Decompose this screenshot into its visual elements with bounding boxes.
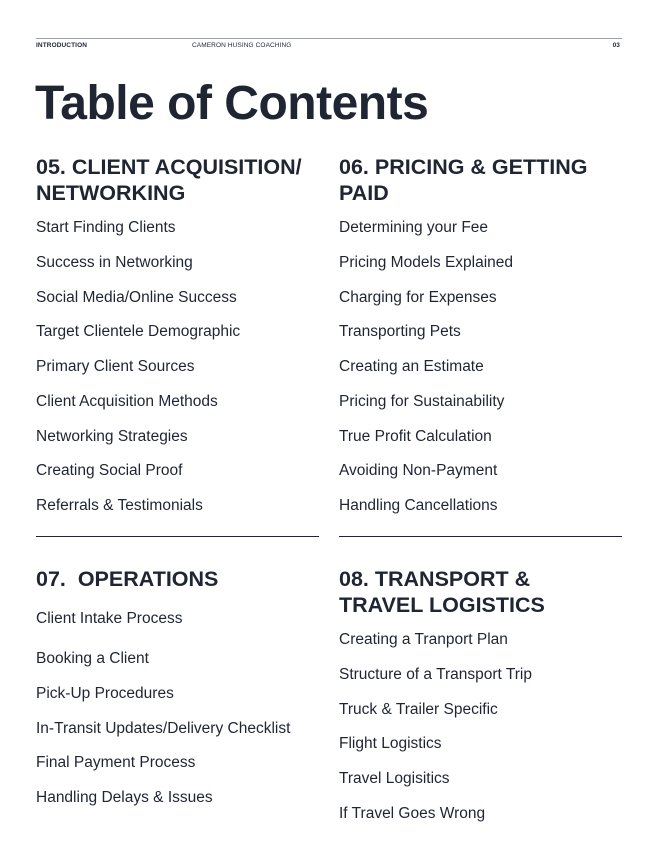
page-title: Table of Contents xyxy=(35,77,429,130)
toc-item[interactable]: Pricing Models Explained xyxy=(339,253,514,271)
toc-item[interactable]: Pricing for Sustainability xyxy=(339,392,505,410)
section-heading-line: 05. CLIENT ACQUISITION/ xyxy=(36,155,302,179)
toc-section-08 xyxy=(339,566,622,839)
header-section-label: INTRODUCTION xyxy=(36,42,88,49)
toc-item[interactable]: Handling Delays & Issues xyxy=(36,789,213,806)
toc-item[interactable]: Truck & Trailer Specific xyxy=(339,700,498,718)
toc-item[interactable]: Referrals & Testimonials xyxy=(36,497,203,514)
section-heading xyxy=(339,566,622,618)
toc-item[interactable]: True Profit Calculation xyxy=(339,427,492,445)
toc-section-07 xyxy=(36,566,319,823)
section-heading-line: 06. PRICING & GETTING xyxy=(339,155,588,179)
toc-item[interactable]: Charging for Expenses xyxy=(339,288,497,306)
toc-item[interactable]: Avoiding Non-Payment xyxy=(339,462,498,480)
toc-item[interactable]: If Travel Goes Wrong xyxy=(339,804,486,822)
toc-item[interactable]: Final Payment Process xyxy=(36,754,196,772)
toc-item[interactable]: Creating an Estimate xyxy=(339,358,484,375)
page-header xyxy=(36,38,622,55)
section-heading-line: NETWORKING xyxy=(36,181,186,205)
toc-item[interactable]: Booking a Client xyxy=(36,650,149,667)
toc-item[interactable]: Travel Logisitics xyxy=(339,770,450,787)
toc-item[interactable]: Creating a Tranport Plan xyxy=(339,631,508,648)
toc-item[interactable]: Determining your Fee xyxy=(339,219,489,236)
toc-item[interactable]: Structure of a Transport Trip xyxy=(339,665,532,683)
toc-item[interactable]: In-Transit Updates/Delivery Checklist xyxy=(36,719,291,737)
toc-list xyxy=(36,609,319,808)
toc-item[interactable]: Success in Networking xyxy=(36,253,193,271)
section-heading-line: TRAVEL LOGISTICS xyxy=(339,593,545,617)
toc-item[interactable]: Primary Client Sources xyxy=(36,358,195,375)
section-heading-line: PAID xyxy=(339,181,389,205)
toc-item[interactable]: Networking Strategies xyxy=(36,427,188,445)
toc-list xyxy=(339,630,622,824)
section-heading xyxy=(36,154,319,206)
toc-item[interactable]: Handling Cancellations xyxy=(339,497,498,514)
toc-item[interactable]: Creating Social Proof xyxy=(36,462,183,480)
toc-item[interactable]: Client Intake Process xyxy=(36,610,183,627)
page-number: 03 xyxy=(612,42,620,49)
section-heading xyxy=(339,154,622,206)
toc-item[interactable]: Start Finding Clients xyxy=(36,219,176,236)
section-heading xyxy=(36,566,319,592)
toc-item[interactable]: Flight Logistics xyxy=(339,735,442,753)
toc-list xyxy=(339,218,622,516)
toc-item[interactable]: Pick-Up Procedures xyxy=(36,684,174,702)
toc-item[interactable]: Social Media/Online Success xyxy=(36,288,237,306)
section-heading-line: 07. OPERATIONS xyxy=(36,567,219,591)
section-divider-left xyxy=(36,536,319,537)
toc-section-05 xyxy=(36,154,319,531)
toc-item[interactable]: Client Acquisition Methods xyxy=(36,392,218,410)
toc-item[interactable]: Target Clientele Demographic xyxy=(36,323,241,341)
section-divider-right xyxy=(339,536,622,537)
toc-item[interactable]: Transporting Pets xyxy=(339,323,461,341)
section-heading-line: 08. TRANSPORT & xyxy=(339,567,531,591)
header-brand: CAMERON HUSING COACHING xyxy=(192,42,292,49)
toc-section-06 xyxy=(339,154,622,531)
toc-list xyxy=(36,218,319,516)
